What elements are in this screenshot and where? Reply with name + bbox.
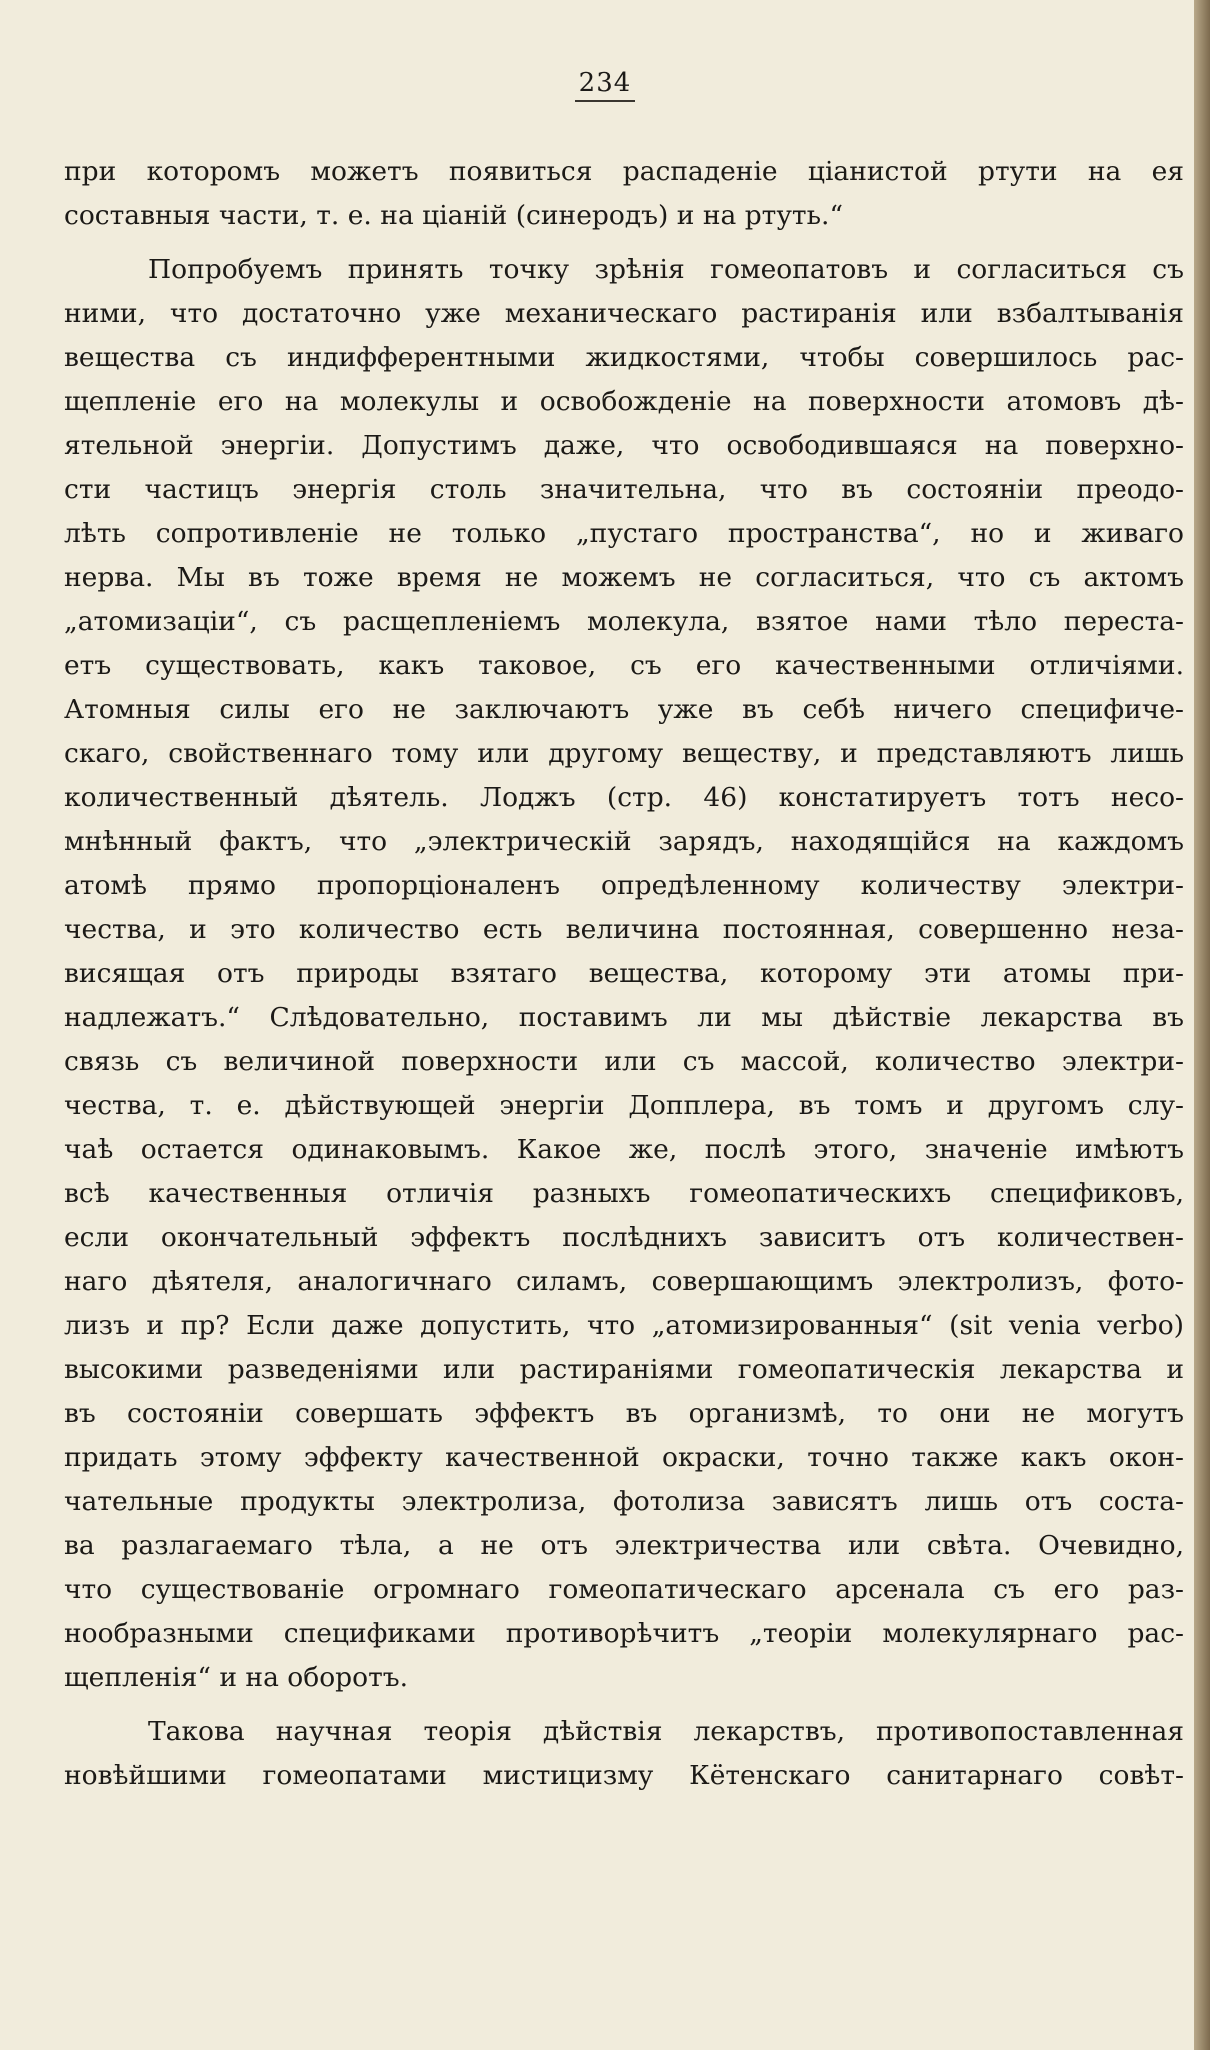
text-line: чательные продукты электролиза, фотолиза зависятъ лишь отъ соста-	[64, 1486, 1184, 1517]
text-line: ними, что достаточно уже механическаго растиранія или взбалтыванія	[64, 298, 1184, 329]
body-text	[64, 150, 1184, 1798]
text-line: нерва. Мы въ тоже время не можемъ не согласиться, что съ актомъ	[64, 562, 1184, 593]
text-line: лѣть сопротивленіе не только „пустаго пространства“, но и живаго	[64, 518, 1184, 549]
text-line: вещества съ индифферентными жидкостями, чтобы совершилось рас-	[64, 342, 1184, 373]
text-line: надлежатъ.“ Слѣдовательно, поставимъ ли мы дѣйствіе лекарства въ	[64, 1002, 1184, 1033]
text-line: висящая отъ природы взятаго вещества, которому эти атомы при-	[64, 958, 1184, 989]
text-line: щепленіе его на молекулы и освобожденіе на поверхности атомовъ дѣ-	[64, 386, 1184, 417]
text-line: чаѣ остается одинаковымъ. Какое же, послѣ этого, значеніе имѣютъ	[64, 1134, 1184, 1165]
text-line: при которомъ можетъ появиться распаденіе ціанистой ртути на ея	[64, 156, 1184, 187]
text-line: нообразными спецификами противорѣчитъ „теоріи молекулярнаго рас-	[64, 1618, 1184, 1649]
text-line: атомѣ прямо пропорціоналенъ опредѣленному количеству электри-	[64, 870, 1184, 901]
text-line: высокими разведеніями или растираніями гомеопатическія лекарства и	[64, 1354, 1184, 1385]
text-line: если окончательный эффектъ послѣднихъ зависитъ отъ количествен-	[64, 1222, 1184, 1253]
paragraph-gap	[64, 1700, 1184, 1710]
text-line: всѣ качественныя отличія разныхъ гомеопатическихъ спецификовъ,	[64, 1178, 1184, 1209]
page-number-text: 234	[575, 68, 636, 102]
text-line: составныя части, т. е. на ціаній (синеродъ) и на ртуть.“	[64, 200, 843, 231]
text-line: „атомизаціи“, съ расщепленіемъ молекула, взятое нами тѣло переста-	[64, 606, 1184, 637]
text-line: етъ существовать, какъ таковое, съ его качественными отличіями.	[64, 650, 1184, 681]
text-line: что существованіе огромнаго гомеопатическаго арсенала съ его раз-	[64, 1574, 1184, 1605]
paragraph-gap	[64, 238, 1184, 248]
text-line: связь съ величиной поверхности или съ массой, количество электри-	[64, 1046, 1184, 1077]
page-number	[0, 68, 1210, 102]
text-line: Атомныя силы его не заключаютъ ужe въ себѣ ничего специфиче-	[64, 694, 1184, 725]
text-line: чества, и это количество есть величина постоянная, совершенно неза-	[64, 914, 1184, 945]
text-line: щепленія“ и на оборотъ.	[64, 1662, 409, 1693]
text-line: ва разлагаемаго тѣла, а не отъ электричества или свѣта. Очевидно,	[64, 1530, 1184, 1561]
text-line: скаго, свойственнаго тому или другому веществу, и представляютъ лишь	[64, 738, 1184, 769]
text-line: ятельной энергіи. Допустимъ даже, что освободившаяся на поверхно-	[64, 430, 1184, 461]
text-line: Такова научная теорія дѣйствія лекарствъ, противопоставленная	[148, 1716, 1184, 1747]
text-line: сти частицъ энергія столь значительна, что въ состояніи преодо-	[64, 474, 1184, 505]
text-line: лизъ и пр? Если даже допустить, что „атомизированныя“ (sit venia verbo)	[64, 1310, 1184, 1341]
text-line: въ состояніи совершать эффектъ въ организмѣ, то они не могутъ	[64, 1398, 1184, 1429]
text-line: чества, т. е. дѣйствующей энергіи Допплера, въ томъ и другомъ слу-	[64, 1090, 1184, 1121]
text-line: новѣйшими гомеопатами мистицизму Кётенскаго санитарнаго совѣт-	[64, 1760, 1184, 1791]
page-edge	[1194, 0, 1210, 2050]
text-line: количественный дѣятель. Лоджъ (стр. 46) констатируетъ тотъ несо-	[64, 782, 1184, 813]
text-line: придать этому эффекту качественной окраски, точно также какъ окон-	[64, 1442, 1184, 1473]
text-line: наго дѣятеля, аналогичнаго силамъ, совершающимъ электролизъ, фото-	[64, 1266, 1184, 1297]
text-line: мнѣнный фактъ, что „электрическій зарядъ, находящійся на каждомъ	[64, 826, 1184, 857]
text-line: Попробуемъ принять точку зрѣнія гомеопатовъ и согласиться съ	[148, 254, 1184, 285]
